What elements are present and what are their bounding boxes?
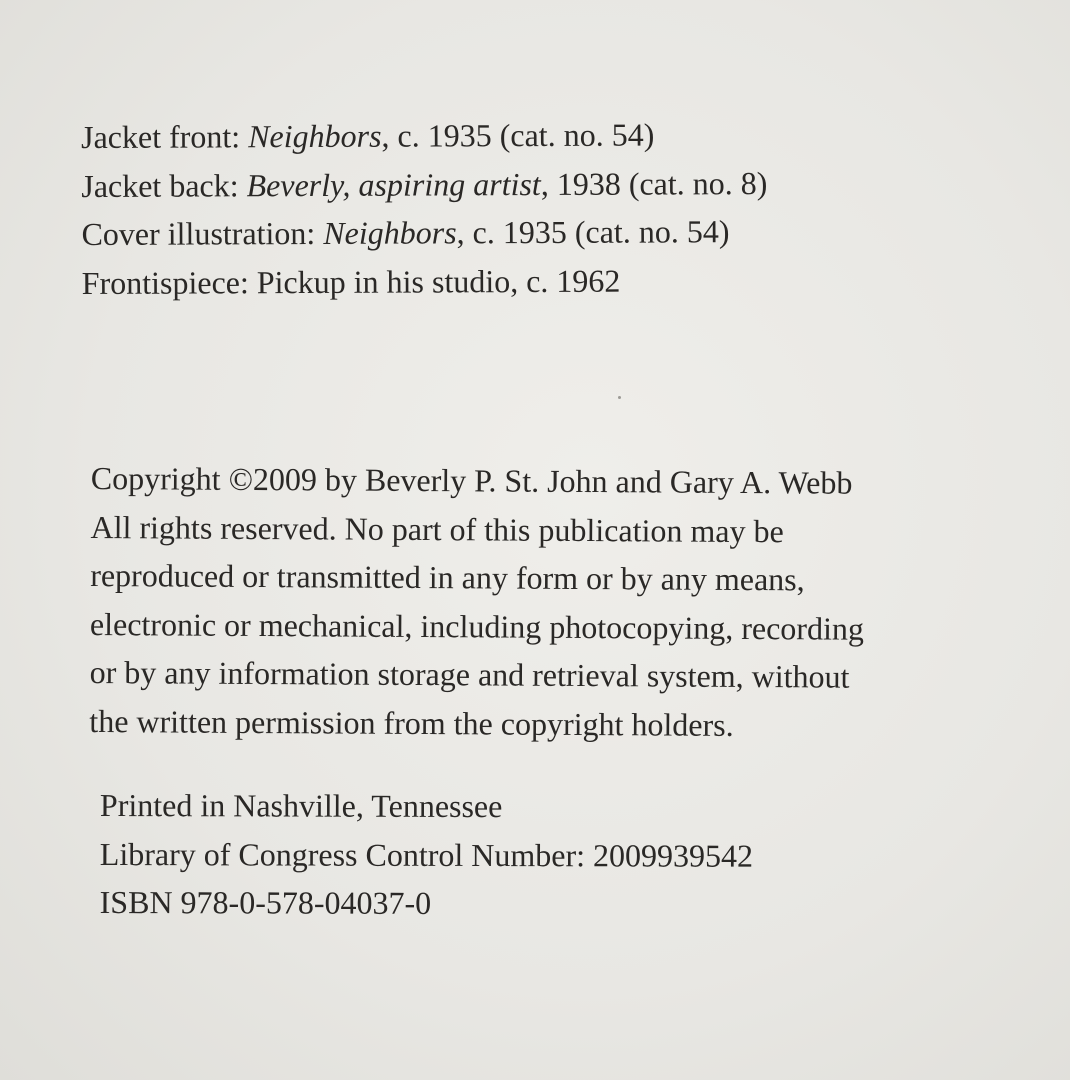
- credit-line: Jacket back: Beverly, aspiring artist, 1938 (cat. no. 8): [81, 164, 768, 204]
- printing-info: [100, 781, 754, 928]
- copyright-line: the written permission from the copyright holders.: [89, 702, 734, 743]
- copyright-notice: [89, 454, 865, 750]
- loc-control-number: Library of Congress Control Number: 2009939542: [99, 835, 754, 874]
- credit-line: Cover illustration: Neighbors, c. 1935 (cat. no. 54): [81, 213, 730, 252]
- credit-line: Jacket front: Neighbors, c. 1935 (cat. no. 54): [81, 116, 655, 155]
- copyright-line: Copyright ©2009 by Beverly P. St. John and Gary A. Webb: [90, 459, 853, 501]
- isbn: ISBN 978-0-578-04037-0: [99, 883, 432, 921]
- copyright-line: All rights reserved. No part of this publication may be: [90, 508, 784, 549]
- credit-line: Frontispiece: Pickup in his studio, c. 1962: [81, 262, 621, 301]
- illustration-credits: [81, 110, 768, 307]
- copyright-line: electronic or mechanical, including photocopying, recording: [89, 605, 865, 647]
- paper-speck: [618, 396, 621, 399]
- copyright-line: reproduced or transmitted in any form or by any means,: [90, 556, 805, 598]
- printed-location: Printed in Nashville, Tennessee: [99, 787, 503, 825]
- copyright-line: or by any information storage and retrieval system, without: [89, 653, 850, 695]
